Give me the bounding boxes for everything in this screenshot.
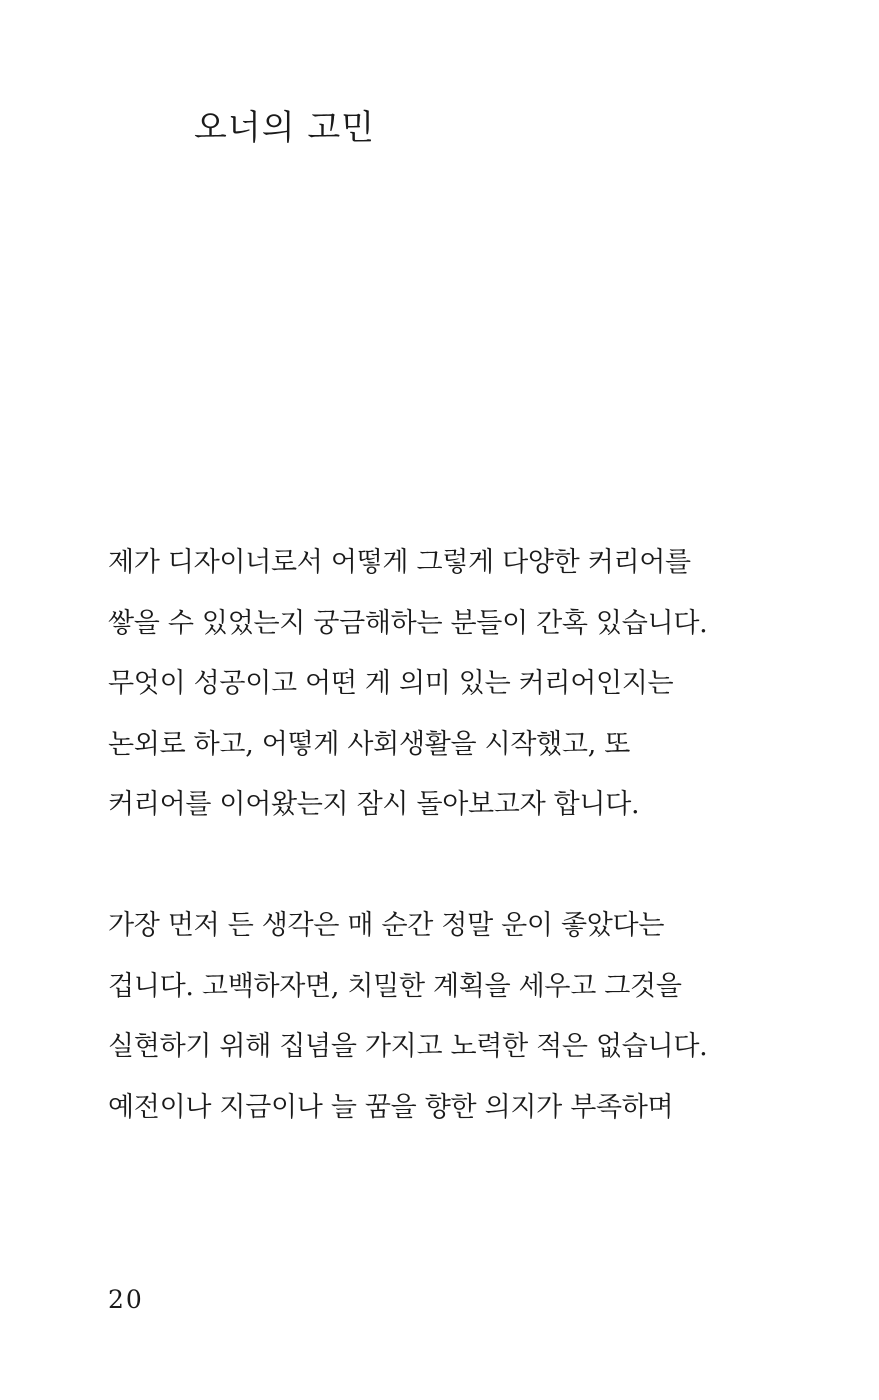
- text-line: 쌓을 수 있었는지 궁금해하는 분들이 간혹 있습니다.: [108, 607, 708, 639]
- text-line: 실현하기 위해 집념을 가지고 노력한 적은 없습니다.: [108, 1031, 708, 1062]
- paragraph-spacer: [108, 836, 828, 897]
- text-line: 겁니다. 고백하자면, 치밀한 계획을 세우고 그것을: [108, 970, 682, 1002]
- paragraph-2: [108, 896, 828, 1138]
- text-line: 커리어를 이어왔는지 잠시 돌아보고자 합니다.: [108, 789, 640, 820]
- page-number: 20: [108, 1285, 144, 1314]
- text-line: 가장 먼저 든 생각은 매 순간 정말 운이 좋았다는: [108, 910, 665, 941]
- paragraph-1: [108, 533, 828, 836]
- text-line: 논외로 하고, 어떻게 사회생활을 시작했고, 또: [108, 728, 631, 760]
- text-line: 무엇이 성공이고 어떤 게 의미 있는 커리어인지는: [108, 668, 674, 699]
- text-line: 제가 디자이너로서 어떻게 그렇게 다양한 커리어를: [108, 547, 691, 578]
- chapter-title: 오너의 고민: [194, 108, 376, 148]
- body-text: [108, 533, 828, 1138]
- text-line: 예전이나 지금이나 늘 꿈을 향한 의지가 부족하며: [108, 1091, 674, 1123]
